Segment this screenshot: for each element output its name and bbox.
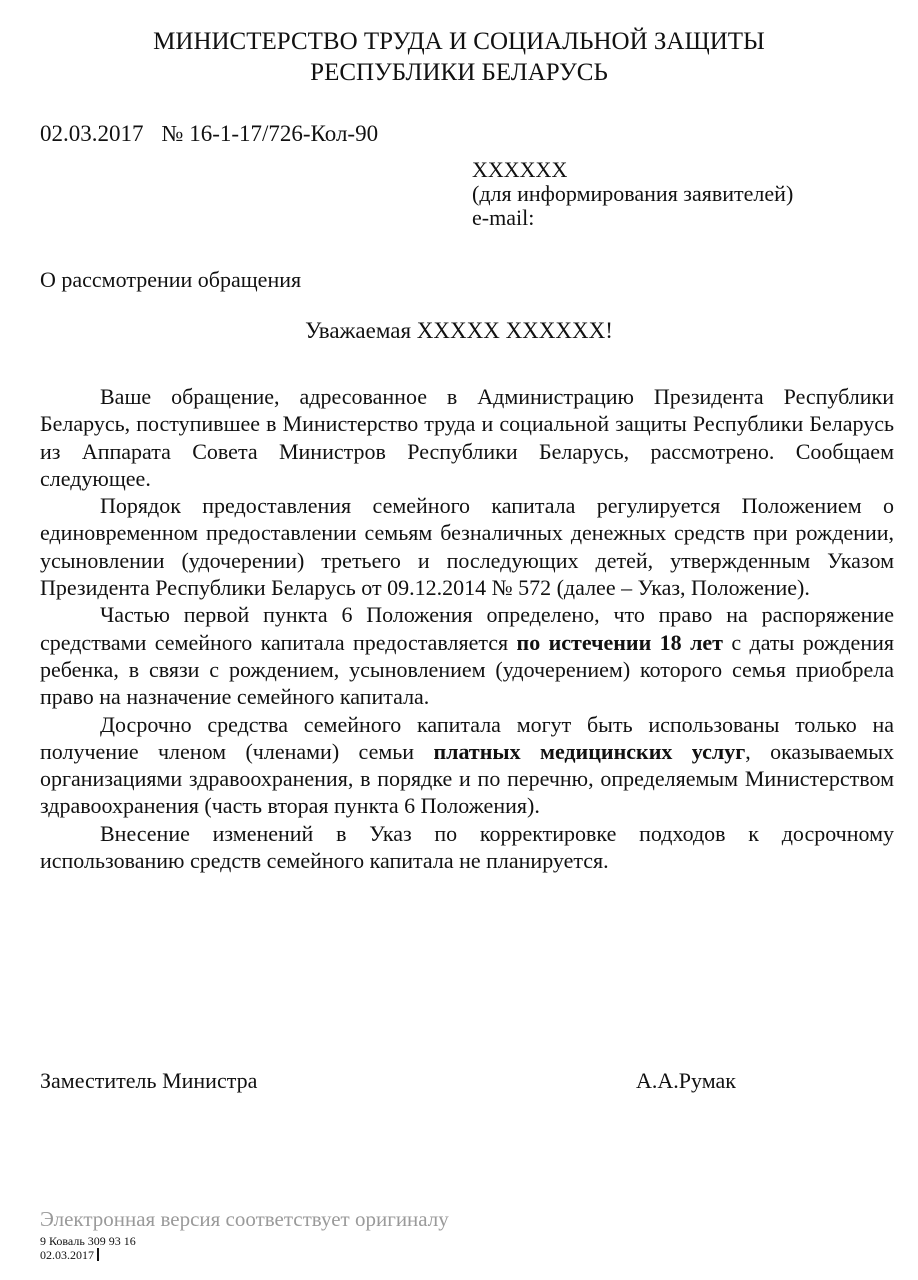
letter-subject: О рассмотрении обращения — [40, 267, 302, 292]
salutation: Уважаемая XXXXX XXXXXX! — [305, 318, 613, 343]
paragraph-4-text-b: , оказываемых организациями здравоохранения, в порядке и по перечню, определяемым Министерством здравоохранения (часть вторая пункта 6 Положения). — [40, 738, 894, 819]
letter-body — [40, 383, 894, 874]
paragraph-3-text-b: с даты рождения ребенка, в связи с рождением, усыновлением (удочерением) которого семья приобрела право на назначение семейного капитала. — [40, 629, 894, 710]
document-reference — [40, 121, 378, 147]
paragraph-4-bold: платных медицинских услуг — [433, 738, 746, 764]
ministry-header-line1: МИНИСТЕРСТВО ТРУДА И СОЦИАЛЬНОЙ ЗАЩИТЫ — [153, 28, 765, 55]
executor-info — [40, 1234, 136, 1262]
paragraph-1: Ваше обращение, адресованное в Администрацию Президента Республики Беларусь, поступившее в Министерство труда и социальной защиты Республики Беларусь из Аппарата Совета Министров Республики Беларусь, рассмотрено. Сообщаем следующее. — [40, 384, 894, 491]
signatory-name: А.А.Румак — [636, 1068, 736, 1093]
recipient-name: XXXXXX — [472, 157, 568, 182]
paragraph-3-bold: по истечении 18 лет — [516, 629, 723, 655]
paragraph-4-text-a: Досрочно средства семейного капитала могут быть использованы только на получение членом (членами) семьи — [40, 711, 894, 764]
executor-date: 02.03.2017 — [40, 1248, 94, 1262]
electronic-version-note: Электронная версия соответствует оригиналу — [40, 1207, 449, 1231]
paragraph-5: Внесение изменений в Указ по корректировке подходов к досрочному использованию средств семейного капитала не планируется. — [40, 820, 894, 874]
text-cursor — [97, 1248, 99, 1261]
recipient-block — [472, 158, 793, 230]
executor-line: 9 Коваль 309 93 16 — [40, 1234, 136, 1248]
ministry-header — [0, 26, 918, 88]
paragraph-2: Порядок предоставления семейного капитала регулируется Положением о единовременном предоставлении семьям безналичных денежных средств при рождении, усыновлении (удочерении) третьего и последующих детей, утвержденным Указом Президента Республики Беларусь от 09.12.2014 № 572 (далее – Указ, Положение). — [40, 493, 894, 601]
ministry-header-line2: РЕСПУБЛИКИ БЕЛАРУСЬ — [310, 59, 608, 86]
recipient-note: (для информирования заявителей) — [472, 181, 794, 206]
signatory-role: Заместитель Министра — [40, 1068, 258, 1093]
executor-date-line — [40, 1248, 136, 1262]
paragraph-4 — [40, 711, 894, 820]
recipient-email: e-mail: — [472, 205, 535, 230]
paragraph-3-text-a: Частью первой пункта 6 Положения определено, что право на распоряжение средствами семейного капитала предоставляется — [40, 602, 894, 655]
paragraph-3 — [40, 601, 894, 710]
document-number: № 16-1-17/726-Кол-90 — [161, 121, 379, 146]
document-date: 02.03.2017 — [40, 121, 144, 146]
